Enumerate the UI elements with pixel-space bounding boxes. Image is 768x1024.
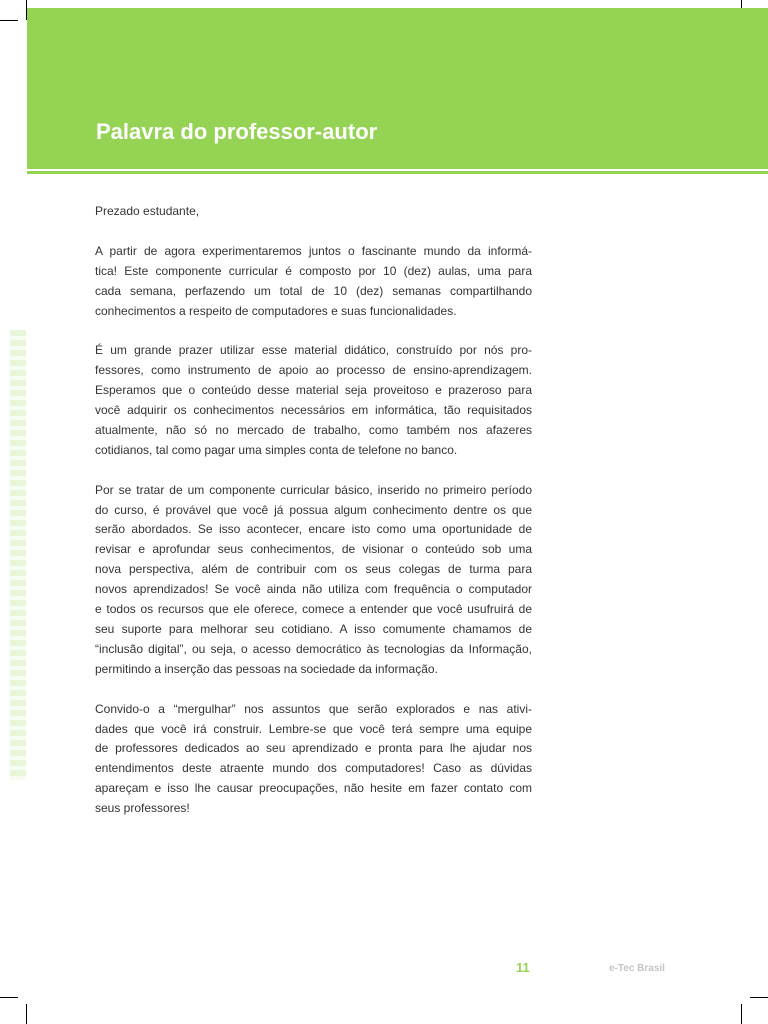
text-line: dades que você irá construir. Lembre-se que você terá sempre uma equipe bbox=[95, 721, 532, 736]
text-line: A partir de agora experimentaremos juntos o fascinante mundo da informá- bbox=[95, 243, 532, 258]
paragraph bbox=[95, 341, 532, 460]
text-line: Prezado estudante, bbox=[95, 204, 200, 218]
text-line: revisar e aprofundar seus conhecimentos, de visionar o conteúdo sob uma bbox=[95, 542, 532, 557]
paragraph bbox=[95, 242, 532, 322]
text-line: serão abordados. Se isso acontecer, encare isto como uma oportunidade de bbox=[95, 522, 532, 537]
brand-label: e-Tec Brasil bbox=[609, 963, 665, 974]
page-number: 11 bbox=[516, 960, 530, 975]
text-line: do curso, é provável que você já possua algum conhecimento dentre os que bbox=[95, 502, 532, 517]
text-line: Esperamos que o conteúdo desse material seja proveitoso e prazeroso para bbox=[95, 383, 532, 398]
text-line: você adquirir os conhecimentos necessários em informática, tão requisitados bbox=[95, 403, 532, 418]
paragraph bbox=[95, 481, 532, 680]
text-line: fessores, como instrumento de apoio ao processo de ensino-aprendizagem. bbox=[95, 363, 532, 378]
text-line: seus professores! bbox=[95, 801, 190, 816]
page-title: Palavra do professor-autor bbox=[96, 119, 378, 144]
text-line: novos aprendizados! Se você ainda não utiliza com frequência o computador bbox=[95, 582, 532, 597]
paragraph bbox=[95, 700, 532, 819]
text-line: cada semana, perfazendo um total de 10 (dez) semanas compartilhando bbox=[95, 283, 532, 298]
body-text bbox=[95, 202, 532, 839]
text-line: conhecimentos a respeito de computadores e suas funcionalidades. bbox=[95, 303, 457, 318]
text-line: cotidianos, tal como pagar uma simples conta de telefone no banco. bbox=[95, 442, 458, 457]
header-rule bbox=[27, 171, 768, 174]
crop-mark bbox=[0, 20, 18, 21]
text-line: de professores dedicados ao seu aprendizado e pronta para lhe ajudar nos bbox=[95, 741, 532, 756]
text-line: permitindo a inserção das pessoas na sociedade da informação. bbox=[95, 661, 438, 676]
text-line: É um grande prazer utilizar esse material didático, construído por nós pro- bbox=[95, 343, 532, 358]
text-line: “inclusão digital”, ou seja, o acesso democrático às tecnologias da Informação, bbox=[95, 641, 532, 656]
side-decoration bbox=[10, 330, 26, 780]
text-line: seu suporte para melhorar seu cotidiano. A isso comumente chamamos de bbox=[95, 621, 532, 636]
text-line: e todos os recursos que ele oferece, comece a entender que você usufruirá de bbox=[95, 602, 532, 617]
crop-mark bbox=[0, 997, 18, 998]
text-line: Convido-o a “mergulhar” nos assuntos que serão explorados e nas ativi- bbox=[95, 701, 532, 716]
text-line: apareçam e isso lhe causar preocupações, não hesite em fazer contato com bbox=[95, 781, 532, 796]
crop-mark bbox=[26, 1004, 27, 1024]
greeting bbox=[95, 202, 532, 222]
crop-mark bbox=[741, 1004, 742, 1024]
crop-mark bbox=[750, 997, 768, 998]
text-line: nova perspectiva, além de contribuir com os seus colegas de turma para bbox=[95, 562, 532, 577]
text-line: atualmente, não só no mercado de trabalho, como também nos afazeres bbox=[95, 422, 532, 437]
text-line: tica! Este componente curricular é composto por 10 (dez) aulas, uma para bbox=[95, 263, 532, 278]
text-line: Por se tratar de um componente curricular básico, inserido no primeiro período bbox=[95, 482, 532, 497]
text-line: entendimentos deste atraente mundo dos computadores! Caso as dúvidas bbox=[95, 761, 532, 776]
